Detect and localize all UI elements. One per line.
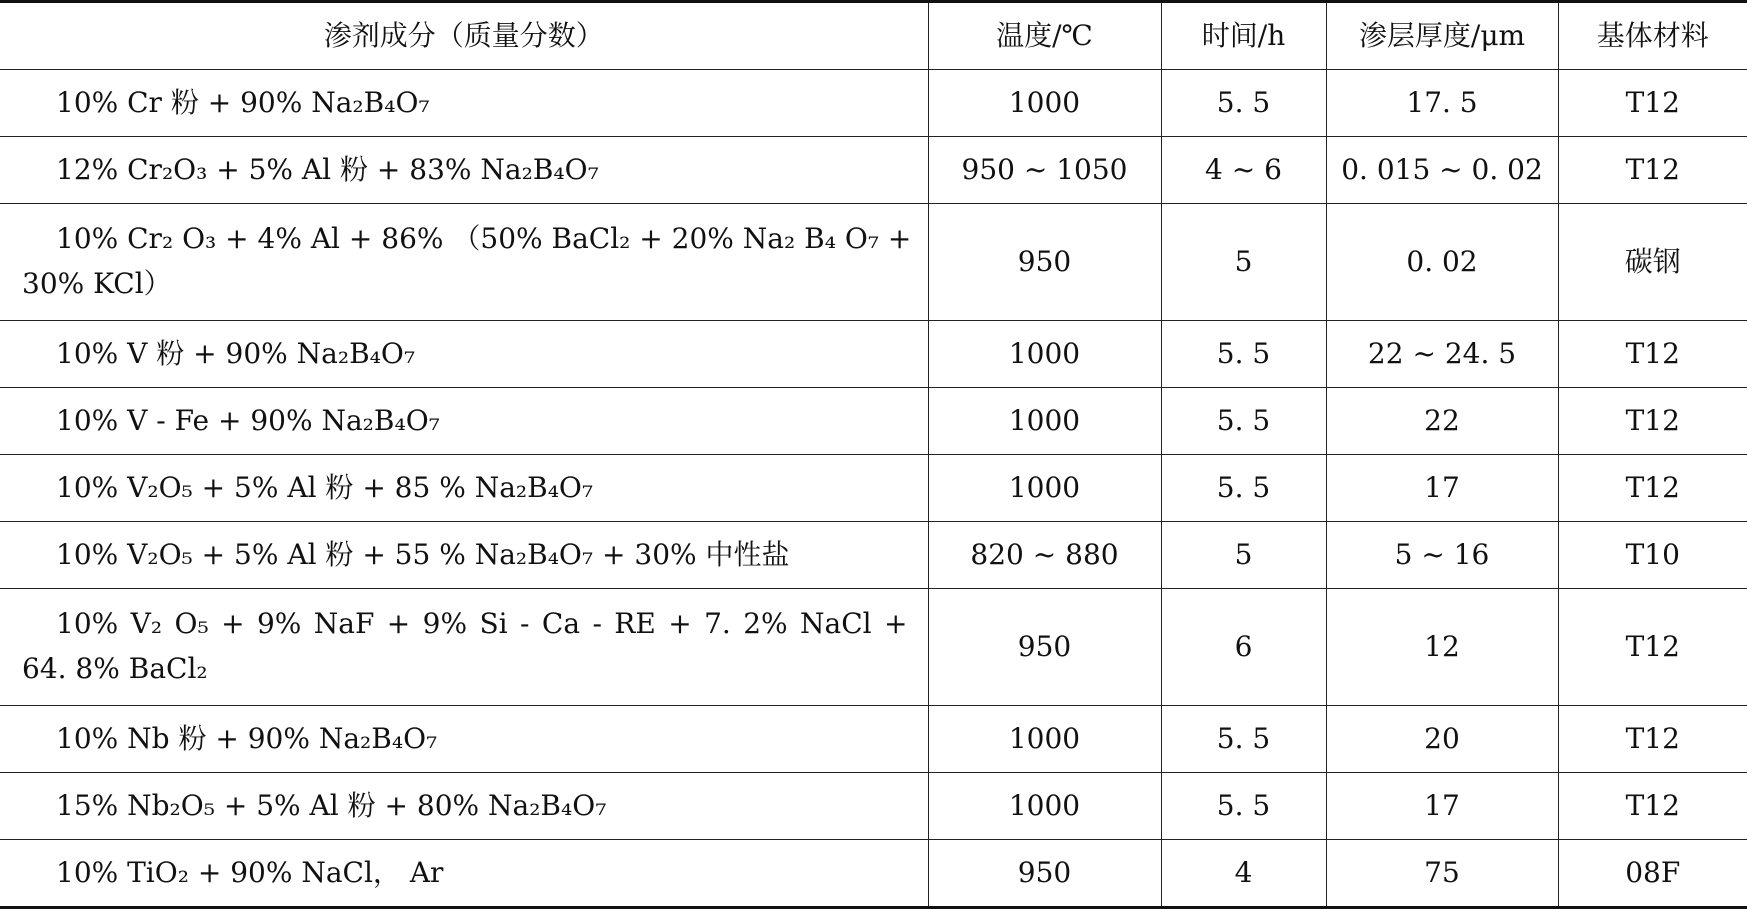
thickness-cell: 20 <box>1326 706 1558 773</box>
thickness-cell: 0. 015 ~ 0. 02 <box>1326 137 1558 204</box>
table-header <box>0 2 1747 70</box>
composition-text: 10% Cr 粉 + 90% Na₂B₄O₇ <box>56 85 430 119</box>
composition-cell <box>0 455 928 522</box>
time-cell: 6 <box>1161 589 1326 706</box>
temperature-cell: 950 ~ 1050 <box>928 137 1161 204</box>
time-cell: 4 ~ 6 <box>1161 137 1326 204</box>
composition-cell <box>0 706 928 773</box>
temperature-cell: 950 <box>928 840 1161 908</box>
thickness-cell: 0. 02 <box>1326 204 1558 321</box>
composition-cell <box>0 321 928 388</box>
time-cell: 5. 5 <box>1161 773 1326 840</box>
table-body <box>0 70 1747 908</box>
time-cell: 5. 5 <box>1161 321 1326 388</box>
table-row <box>0 388 1747 455</box>
substrate-cell: 碳钢 <box>1558 204 1747 321</box>
substrate-cell: T12 <box>1558 589 1747 706</box>
composition-text: 10% V 粉 + 90% Na₂B₄O₇ <box>56 336 416 370</box>
thickness-cell: 12 <box>1326 589 1558 706</box>
substrate-cell: T12 <box>1558 388 1747 455</box>
composition-text: 10% V₂ O₅ + 9% NaF + 9% Si - Ca - RE + 7. 2% NaCl + <box>56 607 908 641</box>
composition-text: 10% V - Fe + 90% Na₂B₄O₇ <box>56 403 440 437</box>
time-cell: 5. 5 <box>1161 388 1326 455</box>
table-row <box>0 773 1747 840</box>
time-cell: 5 <box>1161 204 1326 321</box>
temperature-cell: 820 ~ 880 <box>928 522 1161 589</box>
composition-cell <box>0 840 928 908</box>
thickness-cell: 22 ~ 24. 5 <box>1326 321 1558 388</box>
time-cell: 5. 5 <box>1161 455 1326 522</box>
table-row <box>0 706 1747 773</box>
thickness-cell: 17 <box>1326 455 1558 522</box>
header-temperature: 温度/℃ <box>928 2 1161 70</box>
composition-text-continued: 64. 8% BaCl₂ <box>22 652 208 685</box>
temperature-cell: 1000 <box>928 455 1161 522</box>
composition-text: 12% Cr₂O₃ + 5% Al 粉 + 83% Na₂B₄O₇ <box>56 152 599 186</box>
table-row <box>0 137 1747 204</box>
header-layer-thickness: 渗层厚度/μm <box>1326 2 1558 70</box>
composition-text: 10% TiO₂ + 90% NaCl， Ar <box>56 855 444 889</box>
time-cell: 5 <box>1161 522 1326 589</box>
substrate-cell: T12 <box>1558 137 1747 204</box>
substrate-cell: T12 <box>1558 70 1747 137</box>
time-cell: 5. 5 <box>1161 706 1326 773</box>
composition-text: 10% Cr₂ O₃ + 4% Al + 86% （50% BaCl₂ + 20% Na₂ B₄ O₇ + <box>56 222 912 256</box>
composition-cell <box>0 137 928 204</box>
table-row <box>0 589 1747 706</box>
header-time: 时间/h <box>1161 2 1326 70</box>
composition-cell <box>0 522 928 589</box>
substrate-cell: T10 <box>1558 522 1747 589</box>
temperature-cell: 1000 <box>928 321 1161 388</box>
table-row <box>0 204 1747 321</box>
temperature-cell: 950 <box>928 589 1161 706</box>
table-row <box>0 321 1747 388</box>
header-substrate: 基体材料 <box>1558 2 1747 70</box>
time-cell: 5. 5 <box>1161 70 1326 137</box>
substrate-cell: T12 <box>1558 455 1747 522</box>
composition-text: 10% V₂O₅ + 5% Al 粉 + 85 % Na₂B₄O₇ <box>56 470 594 504</box>
thickness-cell: 17 <box>1326 773 1558 840</box>
composition-text: 10% V₂O₅ + 5% Al 粉 + 55 % Na₂B₄O₇ + 30% 中性盐 <box>56 537 790 571</box>
composition-cell <box>0 70 928 137</box>
table-row <box>0 840 1747 908</box>
temperature-cell: 1000 <box>928 388 1161 455</box>
temperature-cell: 1000 <box>928 773 1161 840</box>
header-composition: 渗剂成分（质量分数） <box>0 2 928 70</box>
temperature-cell: 1000 <box>928 706 1161 773</box>
thickness-cell: 5 ~ 16 <box>1326 522 1558 589</box>
composition-cell <box>0 388 928 455</box>
temperature-cell: 1000 <box>928 70 1161 137</box>
temperature-cell: 950 <box>928 204 1161 321</box>
table-row <box>0 455 1747 522</box>
composition-text: 15% Nb₂O₅ + 5% Al 粉 + 80% Na₂B₄O₇ <box>56 788 607 822</box>
substrate-cell: T12 <box>1558 773 1747 840</box>
substrate-cell: T12 <box>1558 321 1747 388</box>
substrate-cell: 08F <box>1558 840 1747 908</box>
composition-text-continued: 30% KCl） <box>22 267 172 300</box>
thickness-cell: 75 <box>1326 840 1558 908</box>
composition-cell <box>0 204 928 321</box>
substrate-cell: T12 <box>1558 706 1747 773</box>
header-row <box>0 2 1747 70</box>
composition-cell <box>0 773 928 840</box>
composition-cell <box>0 589 928 706</box>
thickness-cell: 22 <box>1326 388 1558 455</box>
time-cell: 4 <box>1161 840 1326 908</box>
thickness-cell: 17. 5 <box>1326 70 1558 137</box>
composition-text: 10% Nb 粉 + 90% Na₂B₄O₇ <box>56 721 438 755</box>
table-row <box>0 522 1747 589</box>
table-row <box>0 70 1747 137</box>
